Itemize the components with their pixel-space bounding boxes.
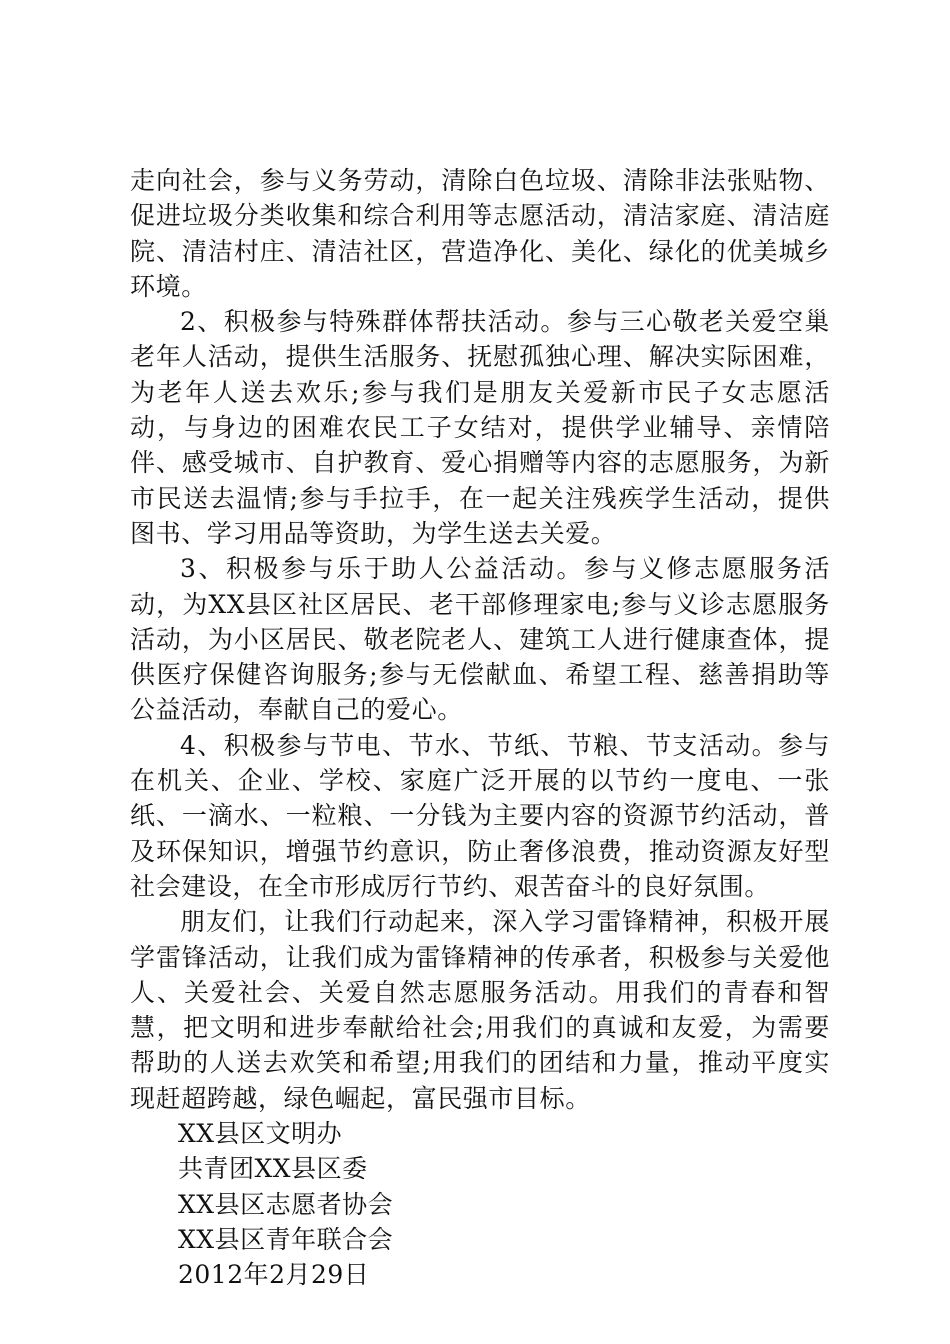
signature-youth-federation: XX县区青年联合会 <box>178 1224 394 1254</box>
paragraph-closing: 朋友们，让我们行动起来，深入学习雷锋精神，积极开展学雷锋活动，让我们成为雷锋精神的传承者，积极参与关爱他人、关爱社会、关爱自然志愿服务活动。用我们的青春和智慧，把文明和进步奉献给社会;用我们的真诚和友爱，为需要帮助的人送去欢笑和希望;用我们的团结和力量，推动平度实现赶超跨越，绿色崛起，富民强市目标。 <box>130 907 830 1113</box>
document-body <box>130 163 830 1293</box>
paragraph-item-3: 3、积极参与乐于助人公益活动。参与义修志愿服务活动，为XX县区社区居民、老干部修理家电;参与义诊志愿服务活动，为小区居民、敬老院老人、建筑工人进行健康查体，提供医疗保健咨询服务;参与无偿献血、希望工程、慈善捐助等公益活动，奉献自己的爱心。 <box>130 554 830 725</box>
signature-date: 2012年2月29日 <box>178 1260 370 1290</box>
paragraph-item-4: 4、积极参与节电、节水、节纸、节粮、节支活动。参与在机关、企业、学校、家庭广泛开展的以节约一度电、一张纸、一滴水、一粒粮、一分钱为主要内容的资源节约活动，普及环保知识，增强节约意识，防止奢侈浪费，推动资源友好型社会建设，在全市形成厉行节约、艰苦奋斗的良好氛围。 <box>130 730 830 901</box>
signature-block <box>130 1116 830 1292</box>
paragraph-continuation: 走向社会，参与义务劳动，清除白色垃圾、清除非法张贴物、促进垃圾分类收集和综合利用等志愿活动，清洁家庭、清洁庭院、清洁村庄、清洁社区，营造净化、美化、绿化的优美城乡环境。 <box>130 166 830 301</box>
signature-civilization-office: XX县区文明办 <box>178 1119 343 1149</box>
signature-volunteer-association: XX县区志愿者协会 <box>178 1189 394 1219</box>
signature-youth-league: 共青团XX县区委 <box>178 1154 368 1184</box>
paragraph-item-2: 2、积极参与特殊群体帮扶活动。参与三心敬老关爱空巢老年人活动，提供生活服务、抚慰孤独心理、解决实际困难，为老年人送去欢乐;参与我们是朋友关爱新市民子女志愿活动，与身边的困难农民工子女结对，提供学业辅导、亲情陪伴、感受城市、自护教育、爱心捐赠等内容的志愿服务，为新市民送去温情;参与手拉手，在一起关注残疾学生活动，提供图书、学习用品等资助，为学生送去关爱。 <box>130 307 830 548</box>
